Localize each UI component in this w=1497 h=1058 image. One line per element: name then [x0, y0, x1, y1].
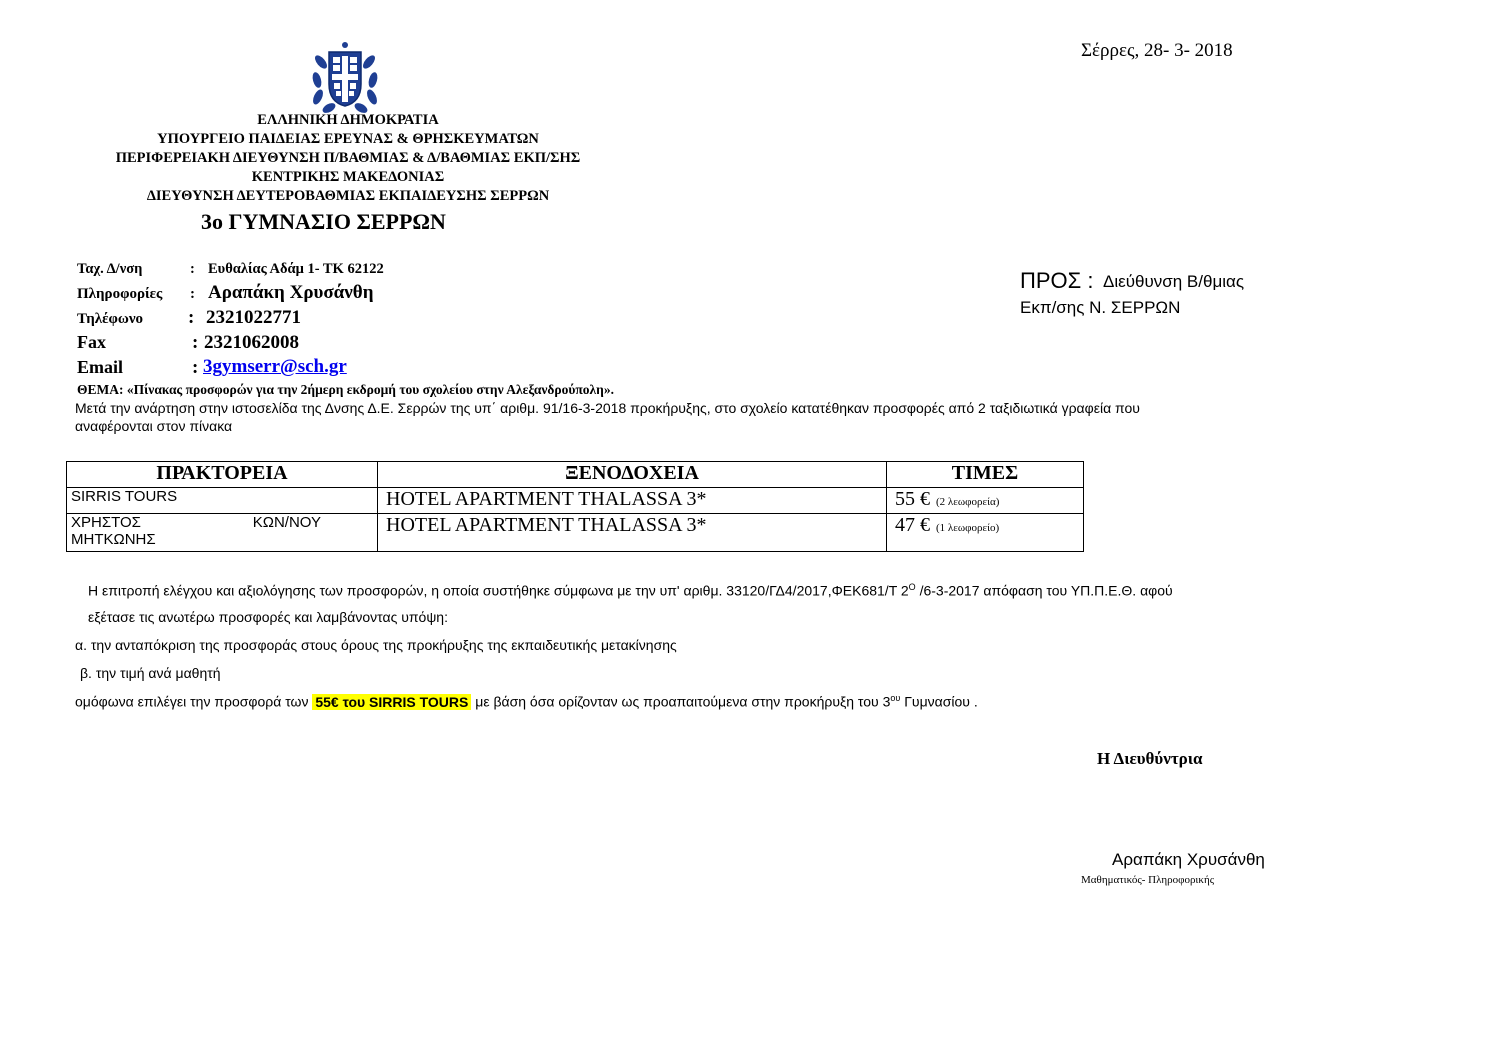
- header-agencies: ΠΡΑΚΤΟΡΕΙΑ: [67, 462, 378, 488]
- address-value: Ευθαλίας Αδάμ 1- ΤΚ 62122: [208, 261, 384, 277]
- criterion-a: α. την ανταπόκριση της προσφοράς στους όρους της προκήρυξης της εκπαιδευτικής μετακίνησης: [75, 637, 677, 653]
- committee-text-a: Η επιτροπή ελέγχου και αξιολόγησης των προσφορών, η οποία συστήθηκε σύμφωνα με την υπ' αριθμ. 33120/ΓΔ4/2017,ΦΕΚ681/Τ 2: [88, 582, 909, 599]
- recipient-line-2: Εκπ/σης Ν. ΣΕΡΡΩΝ: [1020, 298, 1181, 317]
- committee-paragraph-line-2: εξέτασε τις ανωτέρω προσφορές και λαμβάνοντας υπόψη:: [88, 609, 448, 625]
- header-line-directorate: ΔΙΕΥΘΥΝΣΗ ΔΕΥΤΕΡΟΒΑΘΜΙΑΣ ΕΚΠΑΙΔΕΥΣΗΣ ΣΕΡΡΩΝ: [146, 188, 550, 204]
- address-separator: :: [190, 261, 195, 277]
- hotel-cell: HOTEL APARTMENT THALASSA 3*: [378, 514, 887, 552]
- subject-line: ΘΕΜΑ: «Πίνακας προσφορών για την 2ήμερη εκδρομή του σχολείου στην Αλεξανδρούπολη».: [77, 382, 614, 397]
- info-separator: :: [190, 286, 195, 302]
- school-name: 3ο ΓΥΜΝΑΣΙΟ ΣΕΡΡΩΝ: [201, 209, 446, 234]
- table-row: [67, 488, 1084, 514]
- header-line-region: ΚΕΝΤΡΙΚΗΣ ΜΑΚΕΔΟΝΙΑΣ: [251, 169, 445, 185]
- conclusion-text-a: ομόφωνα επιλέγει την προσφορά των: [75, 693, 313, 710]
- email-label: Email: [77, 357, 124, 377]
- agency-cell: [67, 514, 378, 552]
- agency-cell: [67, 488, 378, 514]
- fax-value: 2321062008: [204, 332, 299, 353]
- bus-count: (1 λεωφορείο): [936, 522, 1000, 534]
- price-value: 55 €: [895, 488, 930, 510]
- document-date: Σέρρες, 28- 3- 2018: [1081, 40, 1233, 61]
- header-line-republic: ΕΛΛΗΝΙΚΗ ΔΗΜΟΚΡΑΤΙΑ: [257, 112, 439, 128]
- price-value: 47 €: [895, 514, 930, 536]
- committee-text-b: /6-3-2017 απόφαση του ΥΠ.Π.Ε.Θ. αφού: [915, 582, 1173, 599]
- committee-paragraph-line-1: [88, 582, 1173, 599]
- signature-title: Η Διευθύντρια: [1097, 749, 1203, 768]
- selected-offer-highlight: 55€ του SIRRIS TOURS: [312, 694, 471, 710]
- conclusion-text-c: Γυμνασίου .: [900, 693, 978, 710]
- fax-separator: :: [192, 332, 199, 353]
- superscript-ou: ου: [890, 693, 901, 703]
- greek-coat-of-arms-icon: [309, 40, 381, 116]
- criterion-b: β. την τιμή ανά μαθητή: [80, 665, 221, 681]
- header-line-ministry: ΥΠΟΥΡΓΕΙΟ ΠΑΙΔΕΙΑΣ ΕΡΕΥΝΑΣ & ΘΡΗΣΚΕΥΜΑΤΩΝ: [157, 131, 539, 147]
- address-label: Ταχ. Δ/νση: [77, 261, 143, 277]
- email-link[interactable]: 3gymserr@sch.gr: [203, 356, 347, 377]
- table-row: [67, 514, 1084, 552]
- agency-first-name: ΧΡΗΣΤΟΣ: [71, 514, 141, 531]
- fax-label: Fax: [77, 332, 106, 352]
- header-hotels: ΞΕΝΟΔΟΧΕΙΑ: [378, 462, 887, 488]
- header-prices: ΤΙΜΕΣ: [887, 462, 1084, 488]
- signature-role: Μαθηματικός- Πληροφορικής: [1081, 874, 1215, 886]
- intro-line-1: Μετά την ανάρτηση στην ιστοσελίδα της Δνσης Δ.Ε. Σερρών της υπ΄ αριθμ. 91/16-3-2018 προκήρυξης, στο σχολείο κατατέθηκαν προσφορές από 2 ταξιδιωτικά γραφεία που: [75, 400, 1140, 416]
- header-line-regional: ΠΕΡΙΦΕΡΕΙΑΚΗ ΔΙΕΥΘΥΝΣΗ Π/ΒΑΘΜΙΑΣ & Δ/ΒΑΘΜΙΑΣ ΕΚΠ/ΣΗΣ: [115, 150, 581, 166]
- phone-separator: :: [188, 307, 195, 328]
- agency-surname: ΜΗΤΚΩΝΗΣ: [71, 531, 156, 548]
- intro-line-2: αναφέρονται στον πίνακα: [75, 418, 233, 434]
- table-header-row: [67, 462, 1084, 488]
- agency-name: SIRRIS TOURS: [71, 488, 178, 505]
- recipient-line-1: Διεύθυνση Β/θμιας: [1103, 272, 1245, 291]
- recipient-label: ΠΡΟΣ :: [1020, 268, 1094, 293]
- price-cell: [887, 488, 1084, 514]
- agency-patronymic: ΚΩΝ/ΝΟΥ: [252, 514, 321, 531]
- hotel-cell: HOTEL APARTMENT THALASSA 3*: [378, 488, 887, 514]
- email-separator: :: [192, 357, 199, 378]
- conclusion-text-b: με βάση όσα ορίζονταν ως προαπαιτούμενα στην προκήρυξη του 3: [471, 693, 891, 710]
- info-label: Πληροφορίες: [77, 286, 163, 302]
- info-value: Αραπάκη Χρυσάνθη: [208, 282, 374, 303]
- phone-label: Τηλέφωνο: [77, 311, 144, 327]
- signature-name: Αραπάκη Χρυσάνθη: [1112, 850, 1265, 869]
- price-cell: [887, 514, 1084, 552]
- bus-count: (2 λεωφορεία): [936, 496, 1000, 508]
- conclusion-line: [75, 693, 978, 710]
- superscript-o: Ο: [908, 582, 916, 592]
- offers-table: [66, 461, 1084, 552]
- phone-value: 2321022771: [206, 307, 301, 328]
